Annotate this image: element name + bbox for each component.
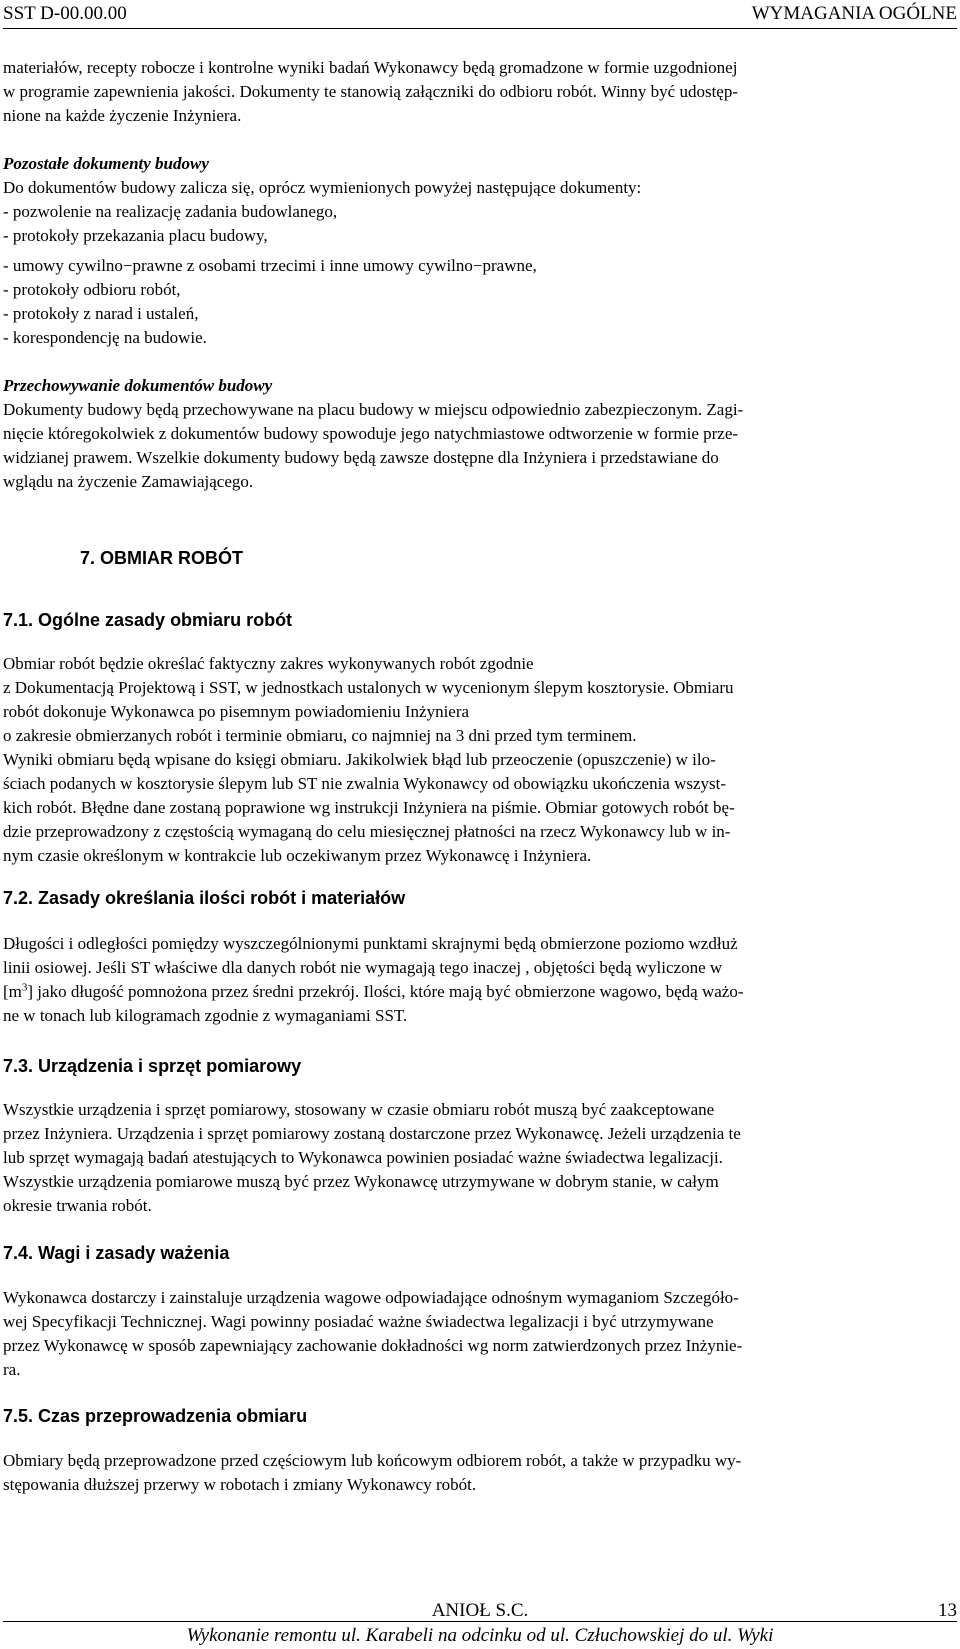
text-line: dzie przeprowadzony z częstością wymaganą do celu miesięcznej płatności na rzecz Wykonawcy lub w in- [3, 822, 731, 841]
page-header [3, 2, 957, 29]
text-line: wglądu na życzenie Zamawiającego. [3, 472, 254, 491]
s74-paragraph [3, 1286, 957, 1382]
text-line: robót dokonuje Wykonawca po pisemnym powiadomieniu Inżyniera [3, 702, 470, 721]
text-line: kich robót. Błędne dane zostaną poprawione wg instrukcji Inżyniera na piśmie. Obmiar gotowych robót bę- [3, 798, 735, 817]
unit-bracket: [m [3, 982, 22, 1001]
text-line: Wszystkie urządzenia i sprzęt pomiarowy, stosowany w czasie obmiaru robót muszą być zaakceptowane [3, 1100, 715, 1119]
text-line: materiałów, recepty robocze i kontrolne wyniki badań Wykonawcy będą gromadzone w formie uzgodnionej [3, 58, 738, 77]
subsection-heading: Pozostałe dokumenty budowy [3, 154, 209, 173]
footer-project-title: Wykonanie remontu ul. Karabeli na odcinku od ul. Człuchowskiej do ul. Wyki [186, 1625, 774, 1646]
subsection-heading: 7.2. Zasady określania ilości robót i materiałów [3, 888, 406, 908]
text-line: ra. [3, 1360, 21, 1379]
subsection-heading: 7.3. Urządzenia i sprzęt pomiarowy [3, 1056, 302, 1076]
text-line [3, 980, 957, 1004]
subsection-heading: 7.4. Wagi i zasady ważenia [3, 1243, 230, 1263]
subsection-heading: Przechowywanie dokumentów budowy [3, 376, 273, 395]
text-line: Obmiar robót będzie określać faktyczny zakres wykonywanych robót zgodnie [3, 654, 534, 673]
s75-paragraph [3, 1449, 957, 1497]
text-line: lub sprzęt wymagają badań atestujących to Wykonawca powinien posiadać ważne świadectwa legalizacji. [3, 1148, 723, 1167]
text-line: Dokumenty budowy będą przechowywane na placu budowy w miejscu odpowiednio zabezpieczonym. Zagi- [3, 400, 744, 419]
text-line: ściach podanych w kosztorysie ślepym lub ST nie zwalnia Wykonawcy od obowiązku ukończenia wszyst- [3, 774, 727, 793]
s73-paragraph [3, 1098, 957, 1218]
footer-company: ANIOŁ S.C. [431, 1600, 529, 1621]
text-line: z Dokumentacją Projektową i SST, w jednostkach ustalonych w wycenionym ślepym kosztorysie. Obmiaru [3, 678, 734, 697]
s71-paragraph [3, 652, 957, 868]
text-line: o zakresie obmierzanych robót i terminie obmiaru, co najmniej na 3 dni przed tym terminem. [3, 726, 637, 745]
subsection-heading: 7.1. Ogólne zasady obmiaru robót [3, 610, 293, 630]
unit-exponent: 3 [21, 981, 28, 994]
pozostale-section [3, 152, 957, 350]
text-line: nione na każde życzenie Inżyniera. [3, 106, 242, 125]
text-line: stępowania dłuższej przerwy w robotach i zmiany Wykonawcy robót. [3, 1475, 477, 1494]
s72-paragraph [3, 932, 957, 1028]
list-item: - protokoły przekazania placu budowy, [3, 226, 268, 245]
text-line: wej Specyfikacji Technicznej. Wagi powinny posiadać ważne świadectwa legalizacji i być utrzymywane [3, 1312, 714, 1331]
list-item: - pozwolenie na realizację zadania budowlanego, [3, 202, 338, 221]
page-number: 13 [938, 1600, 957, 1621]
text-line: ne w tonach lub kilogramach zgodnie z wymaganiami SST. [3, 1006, 408, 1025]
text-line: Do dokumentów budowy zalicza się, oprócz wymienionych powyżej następujące dokumenty: [3, 178, 642, 197]
text-line: w programie zapewnienia jakości. Dokumenty te stanowią załączniki do odbioru robót. Winny być udostęp- [3, 82, 738, 101]
text-line: Wyniki obmiaru będą wpisane do księgi obmiaru. Jakikolwiek błąd lub przeoczenie (opuszczenie) w ilo- [3, 750, 716, 769]
text-line: Obmiary będą przeprowadzone przed częściowym lub końcowym odbiorem robót, a także w przypadku wy- [3, 1451, 742, 1470]
intro-paragraph [3, 56, 957, 128]
text-line: przez Wykonawcę w sposób zapewniający zachowanie dokładności wg norm zatwierdzonych przez Inżynie- [3, 1336, 743, 1355]
text-line: Długości i odległości pomiędzy wyszczególnionymi punktami skrajnymi będą obmierzone poziomo wzdłuż [3, 934, 738, 953]
text-line: Wszystkie urządzenia pomiarowe muszą być przez Wykonawcę utrzymywane w dobrym stanie, w całym [3, 1172, 719, 1191]
section-heading: 7. OBMIAR ROBÓT [80, 548, 244, 568]
header-doc-code: SST D-00.00.00 [3, 3, 127, 24]
text-line: przez Inżyniera. Urządzenia i sprzęt pomiarowy zostaną dostarczone przez Wykonawcę. Jeżeli urządzenia te [3, 1124, 741, 1143]
list-item: - umowy cywilno−prawne z osobami trzecimi i inne umowy cywilno−prawne, [3, 256, 537, 275]
header-section-title: WYMAGANIA OGÓLNE [751, 3, 957, 24]
list-item: - protokoły odbioru robót, [3, 280, 181, 299]
text-line: Wykonawca dostarczy i zainstaluje urządzenia wagowe odpowiadające odnośnym wymaganiom Szczegóło- [3, 1288, 739, 1307]
text-line: okresie trwania robót. [3, 1196, 152, 1215]
text-line: nym czasie określonym w kontrakcie lub oczekiwanym przez Wykonawcę i Inżyniera. [3, 846, 592, 865]
text-line: linii osiowej. Jeśli ST właściwe dla danych robót nie wymagają tego inaczej , objętości będą wyliczone w [3, 958, 723, 977]
text-fragment: ] jako długość pomnożona przez średni przekrój. Ilości, które mają być obmierzone wagowo, będą ważo- [27, 982, 744, 1001]
list-item: - protokoły z narad i ustaleń, [3, 304, 199, 323]
text-line: nięcie któregokolwiek z dokumentów budowy spowoduje jego natychmiastowe odtworzenie w formie prze- [3, 424, 739, 443]
text-line: widzianej prawem. Wszelkie dokumenty budowy będą zawsze dostępne dla Inżyniera i przedstawiane do [3, 448, 719, 467]
footer-divider [3, 1621, 957, 1622]
subsection-heading: 7.5. Czas przeprowadzenia obmiaru [3, 1406, 308, 1426]
list-item: - korespondencję na budowie. [3, 328, 207, 347]
przechowywanie-section [3, 374, 957, 494]
